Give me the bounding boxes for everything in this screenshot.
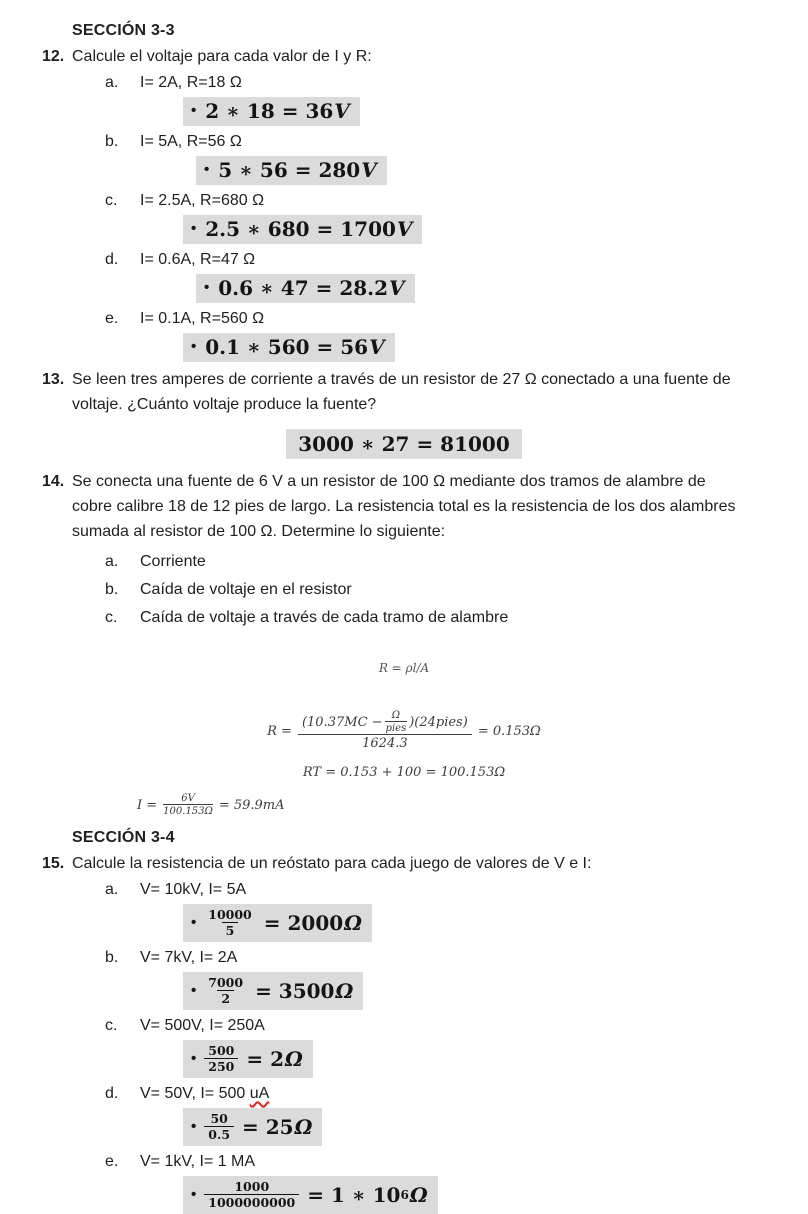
p15-item-c (105, 1013, 808, 1038)
fraction (204, 1043, 238, 1074)
fraction (204, 907, 256, 938)
p14-item-b (105, 577, 808, 602)
formula-wire-resistance (0, 711, 808, 751)
formula-current (137, 793, 808, 818)
p12-item-a-given: I= 2A, R=18 Ω (140, 74, 242, 91)
p12-item-b-answer (196, 156, 808, 185)
formula-lhs: R = (267, 723, 292, 739)
problem-14-text: Se conecta una fuente de 6 V a un resistor de 100 Ω mediante dos tramos de alambre de cobre calibre 18 de 12 pies de largo. La resistencia total es la resistencia de los dos alambres sumada al resistor de 100 Ω. Determine lo siguiente: (72, 473, 736, 540)
given-text: V= 50V, I= 500 (140, 1085, 250, 1102)
bullet-icon: • (204, 279, 210, 296)
equation-expression: 0.1 ∗ 560 = 56 (205, 335, 369, 359)
formula-lhs: I = (137, 798, 158, 813)
equation-expression: 2 ∗ 18 = 36 (205, 99, 334, 123)
p12-item-d-letter: d. (105, 251, 119, 268)
p14-item-c-text: Caída de voltaje a través de cada tramo de alambre (140, 609, 509, 626)
equation-unit: Ω (335, 978, 354, 1003)
equation-expression: 5 ∗ 56 = 280 (218, 158, 361, 182)
p12-item-d (105, 247, 808, 272)
problem-13-number: 13. (42, 371, 65, 388)
p12-item-c (105, 188, 808, 213)
inner-fraction-numerator: Ω (391, 710, 401, 721)
bullet-icon: • (191, 1117, 197, 1135)
bullet-icon: • (191, 338, 197, 355)
problem-13-answer (0, 429, 808, 459)
problem-13-text: Se leen tres amperes de corriente a través de un resistor de 27 Ω conectado a una fuente de voltaje. ¿Cuánto voltaje produce la fuente? (72, 371, 731, 413)
problem-12 (42, 44, 808, 69)
p12-item-b (105, 129, 808, 154)
p12-item-c-answer (183, 215, 808, 244)
equation-unit: V (334, 99, 350, 123)
fraction-numerator: 7000 (208, 975, 244, 990)
p14-item-a-text: Corriente (140, 553, 206, 570)
equation-unit: V (389, 276, 405, 300)
equation-highlight: • $\frac{1000}{1000000000}$ = 1 ∗ 10 6 Ω (183, 1176, 438, 1214)
fraction (163, 793, 213, 818)
fraction-numerator (298, 711, 472, 734)
fraction-numerator: 10000 (208, 907, 252, 922)
p12-item-a (105, 70, 808, 95)
p12-item-b-given: I= 5A, R=56 Ω (140, 133, 242, 150)
p15-item-a-answer (183, 904, 808, 942)
equation-highlight (183, 97, 360, 126)
p12-item-c-letter: c. (105, 192, 118, 209)
equation-highlight (183, 215, 422, 244)
p12-item-c-given: I= 2.5A, R=680 Ω (140, 192, 265, 209)
problem-14 (42, 469, 808, 544)
p15-item-a-given: V= 10kV, I= 5A (140, 881, 247, 898)
fraction-denominator: 5 (222, 922, 239, 938)
equation-unit: Ω (409, 1182, 428, 1207)
equation-unit: V (361, 158, 377, 182)
equation-highlight (183, 904, 372, 942)
p12-item-d-given: I= 0.6A, R=47 Ω (140, 251, 256, 268)
p12-item-d-answer (196, 274, 808, 303)
equation-highlight (286, 429, 522, 459)
p12-item-e (105, 306, 808, 331)
bullet-icon: • (191, 981, 197, 999)
fraction-denominator: 100.153Ω (163, 806, 213, 817)
equation-result: = 2 (246, 1046, 284, 1071)
problem-12-number: 12. (42, 48, 65, 65)
fraction-denominator: 1624.3 (298, 734, 472, 751)
equation-highlight (183, 972, 363, 1010)
p15-item-c-given: V= 500V, I= 250A (140, 1017, 265, 1034)
fraction-numerator: 50 (210, 1111, 228, 1126)
problem-15-text: Calcule la resistencia de un reóstato para cada juego de valores de V e I: (72, 855, 592, 872)
p15-item-d-answer (183, 1108, 808, 1146)
problem-14-number: 14. (42, 473, 65, 490)
misspelled-unit: uA (249, 1085, 270, 1102)
fraction-denominator: 2 (217, 990, 234, 1006)
p14-item-a-letter: a. (105, 553, 119, 570)
fraction-denominator: 0.5 (204, 1126, 234, 1142)
inner-fraction-denominator: pies (385, 723, 407, 734)
equation-result: = 25 (242, 1114, 294, 1139)
equation-unit: Ω (294, 1114, 313, 1139)
p12-item-a-answer (183, 97, 808, 126)
p15-item-d (105, 1081, 808, 1106)
p12-item-e-answer (183, 333, 808, 362)
equation-highlight (183, 1108, 322, 1146)
p15-item-d-letter: d. (105, 1085, 119, 1102)
bullet-icon: • (191, 1049, 197, 1067)
p12-item-b-letter: b. (105, 133, 119, 150)
p14-item-b-letter: b. (105, 581, 119, 598)
p15-item-a-letter: a. (105, 881, 119, 898)
p14-item-a (105, 549, 808, 574)
numerator-prefix: (10.37MC − (301, 714, 383, 730)
fraction-numerator: 1000 (234, 1179, 270, 1194)
p15-item-c-answer (183, 1040, 808, 1078)
equation-highlight (196, 274, 415, 303)
fraction (204, 1111, 234, 1142)
problem-12-text: Calcule el voltaje para cada valor de I y R: (72, 48, 372, 65)
p14-item-b-text: Caída de voltaje en el resistor (140, 581, 352, 598)
equation-result: = 1 ∗ 10 (307, 1182, 401, 1207)
problem-15 (42, 851, 808, 876)
equation-expression: 2.5 ∗ 680 = 1700 (205, 217, 396, 241)
p15-item-e (105, 1149, 808, 1174)
p12-item-e-letter: e. (105, 310, 119, 327)
fraction-numerator: 500 (208, 1043, 235, 1058)
p15-item-b-given: V= 7kV, I= 2A (140, 949, 238, 966)
bullet-icon: • (191, 1185, 197, 1203)
p15-item-e-given: V= 1kV, I= 1 MA (140, 1153, 256, 1170)
inner-fraction (385, 711, 408, 734)
p15-item-c-letter: c. (105, 1017, 118, 1034)
p15-item-e-letter: e. (105, 1153, 119, 1170)
bullet-icon: • (204, 161, 210, 178)
equation-unit: Ω (285, 1046, 303, 1071)
equation-result: = 2000 (263, 910, 344, 935)
equation-highlight (183, 333, 395, 362)
p14-item-c (105, 605, 808, 630)
p12-item-a-letter: a. (105, 74, 119, 91)
equation-unit: V (369, 335, 385, 359)
p14-item-c-letter: c. (105, 609, 118, 626)
equation-expression: 0.6 ∗ 47 = 28.2 (218, 276, 389, 300)
formula-total-resistance: RT = 0.153 + 100 = 100.153Ω (302, 765, 506, 780)
formula-result: = 59.9mA (218, 798, 285, 813)
section-heading-3-4: SECCIÓN 3-4 (72, 829, 175, 846)
p15-item-e-answer (183, 1176, 808, 1214)
problem-15-number: 15. (42, 855, 65, 872)
p15-item-a (105, 877, 808, 902)
fraction-numerator: 6V (181, 793, 195, 804)
fraction-denominator: 250 (204, 1058, 238, 1074)
formula-result: = 0.153Ω (477, 723, 541, 739)
formula-resistivity: R = ρl/A (378, 661, 430, 675)
section-heading-3-3: SECCIÓN 3-3 (72, 22, 175, 39)
bullet-icon: • (191, 220, 197, 237)
p15-item-b-answer (183, 972, 808, 1010)
p15-item-b-letter: b. (105, 949, 119, 966)
equation-expression: 3000 ∗ 27 = 81000 (298, 432, 510, 456)
p15-item-b (105, 945, 808, 970)
bullet-icon: • (191, 102, 197, 119)
bullet-icon: • (191, 913, 197, 931)
problem-13 (42, 367, 808, 417)
fraction (204, 1179, 299, 1210)
equation-highlight (183, 1040, 313, 1078)
p12-item-e-given: I= 0.1A, R=560 Ω (140, 310, 265, 327)
equation-highlight (196, 156, 387, 185)
equation-result: = 3500 (255, 978, 335, 1003)
fraction (204, 975, 247, 1006)
equation-unit: V (396, 217, 413, 241)
fraction (298, 711, 472, 751)
p15-item-d-given (140, 1081, 269, 1106)
numerator-suffix: )(24pies) (409, 714, 468, 730)
fraction-denominator: 1000000000 (204, 1194, 299, 1210)
equation-unit: Ω (344, 910, 362, 935)
